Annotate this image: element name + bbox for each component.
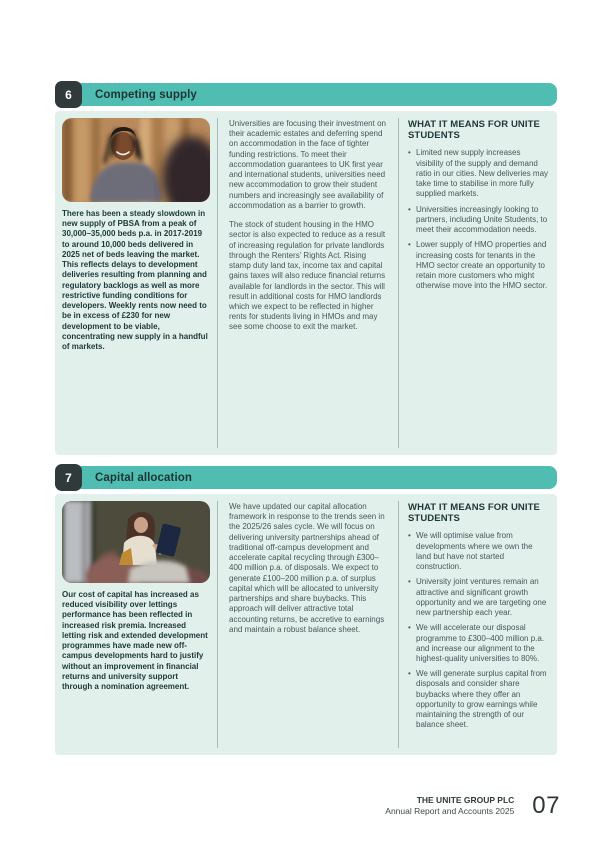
bullet-item: • Limited new supply increases visibility of the supply and demand ratio in our cities. New deliveries may take time to stabilise in more fully supplied markets. [408,148,549,199]
bullet-item: • Universities increasingly looking to partners, including Unite Students, to meet their accommodation needs. [408,205,549,236]
section-competing-supply [55,81,557,455]
section-title: Capital allocation [95,471,193,484]
smiling-student-photo [62,118,210,202]
bullet-item: • We will accelerate our disposal programme to £300–400 million p.a. and increase our alignment to the highest-quality universities to 80%. [408,623,549,664]
sidebar-column [399,118,549,448]
body-column [217,501,399,748]
bullet-item: • Lower supply of HMO properties and increasing costs for tenants in the HMO sector create an opportunity to retain more customers who might otherwise move into the HMO sector. [408,240,549,291]
footer-company-name: THE UNITE GROUP PLC [416,794,515,805]
page-footer [385,792,560,820]
sidebar-heading: WHAT IT MEANS FOR UNITE STUDENTS [408,119,540,142]
student-with-tablet-photo [62,501,210,583]
photo-column [62,501,210,748]
section-panel [55,111,557,455]
body-paragraph: The stock of student housing in the HMO sector is also expected to reduce as a result of increasing regulation for private landlords through the Renters’ Rights Act. Rising stamp duty land tax, income tax and capital gains taxes will also reduce financial returns available for landlords in the sector. This will result in additional costs for HMO landlords which we expect to be reflected in higher rents for students living in HMOs and may see some choose to exit the market. [229,220,386,332]
section-intro-text: There has been a steady slowdown in new supply of PBSA from a peak of 30,000–35,000 beds p.a. in 2017-2019 to around 10,000 beds delivered in 2025 net of beds leaving the market. This reflects delays to development deliveries resulting from planning and regulatory backlogs as well as more restrictive funding conditions for developers. Weekly rents now need to be in excess of £230 for new development to be viable, concentrating new supply in a handful of markets. [62,209,208,352]
section-number-badge: 7 [55,464,82,491]
bullet-item: • We will generate surplus capital from disposals and consider share buybacks where they offer an opportunity to grow earnings while maintaining the strength of our balance sheet. [408,669,549,730]
page-number: 07 [532,792,560,819]
section-header [55,81,557,108]
section-header [55,464,557,491]
footer-report-title: Annual Report and Accounts 2025 [385,806,515,816]
photo-column [62,118,210,448]
section-intro-text: Our cost of capital has increased as reduced visibility over lettings performance has been reflected in increased risk premia. Increased letting risk and extended development programmes have made new off-campus developments hard to justify without an improvement in financial returns and university support through a nomination agreement. [62,590,208,692]
bullet-item: • We will optimise value from developments where we own the land but have not started construction. [408,531,549,572]
section-number-badge: 6 [55,81,82,108]
footer-text-block [385,795,514,818]
sidebar-column [399,501,549,748]
bullet-item: • University joint ventures remain an attractive and significant growth opportunity and we are targeting one new partnership each year. [408,577,549,618]
section-capital-allocation [55,464,557,755]
sidebar-heading: WHAT IT MEANS FOR UNITE STUDENTS [408,502,540,525]
body-column [217,118,399,448]
body-paragraph: We have updated our capital allocation framework in response to the trends seen in the 2025/26 sales cycle. We will focus on delivering university partnerships ahead of traditional off-campus development and accelerate capital recycling through £300–400 million p.a. of disposals. We expect to generate £100–200 million p.a. of surplus capital which will be allocated to university partnerships and share buybacks. This approach will deliver attractive total accounting returns, be accretive to earnings and maintain a robust balance sheet. [229,502,385,634]
sidebar-bullet-list [408,148,549,291]
sidebar-bullet-list [408,531,549,730]
body-paragraph: Universities are focusing their investment on their academic estates and deferring spend on accommodation in the face of tighter funding restrictions. To meet their accommodation guarantees to UK first year and international students, universities need new accommodation to grow their student numbers and increasingly see availability of accommodation as a barrier to growth. [229,119,386,210]
section-panel [55,494,557,755]
section-title: Competing supply [95,88,197,101]
